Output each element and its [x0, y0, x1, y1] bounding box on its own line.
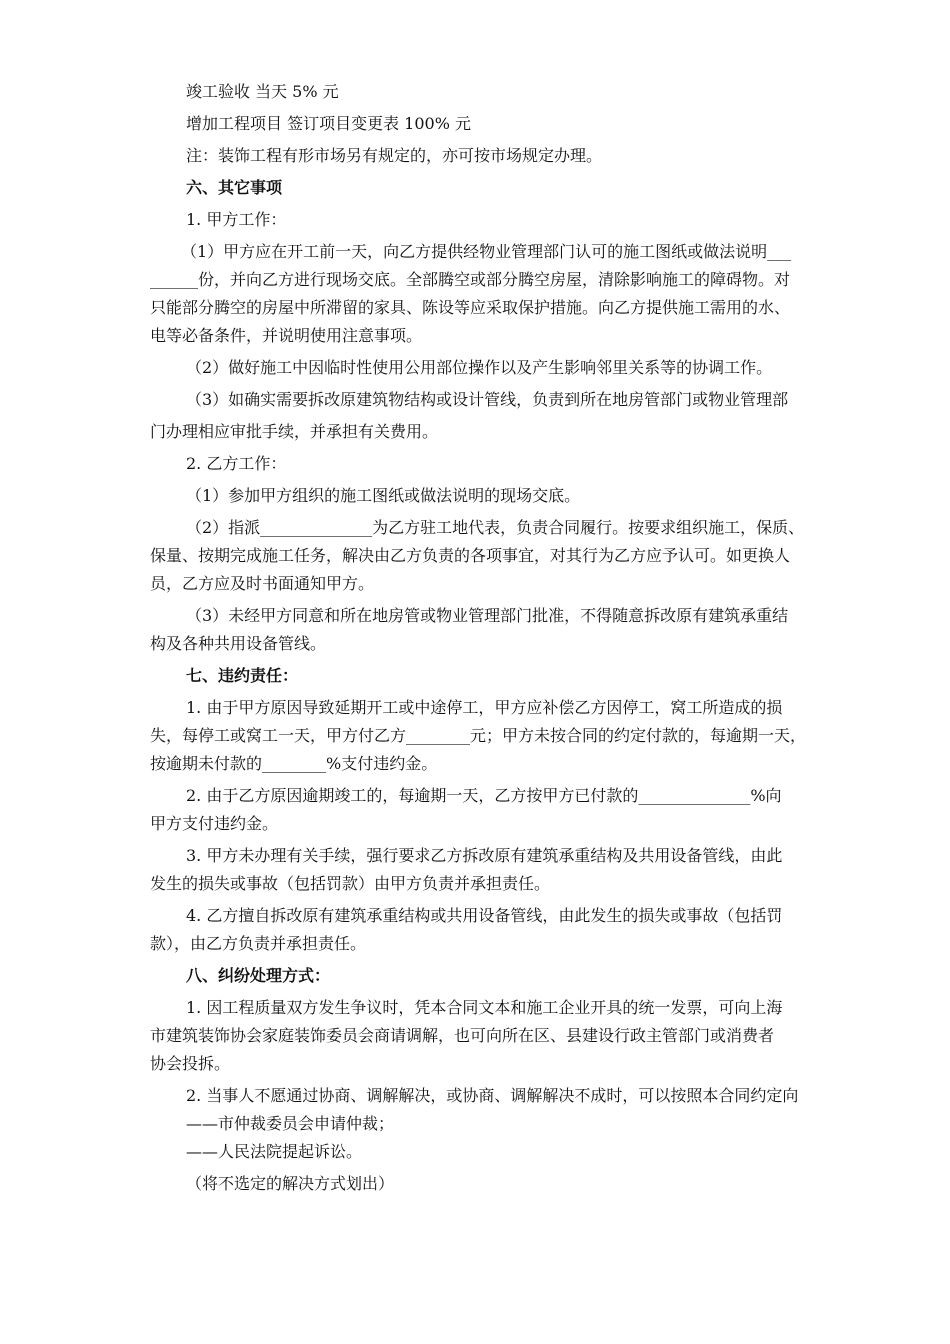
paragraph-line: ——人民法院提起诉讼。: [186, 1142, 363, 1161]
paragraph-line: （将不选定的解决方式划出）: [186, 1174, 395, 1193]
subheading-party-b: 2. 乙方工作：: [186, 454, 287, 473]
paragraph-line: 2. 当事人不愿通过协商、调解解决，或协商、调解解决不成时，可以按照本合同约定向: [186, 1086, 799, 1105]
paragraph-line: 只能部分腾空的房屋中所滞留的家具、陈设等应采取保护措施。向乙方提供施工需用的水、: [150, 298, 791, 317]
paragraph-line: 按逾期未付款的________%支付违约金。: [150, 754, 438, 773]
paragraph-line: 1. 由于甲方原因导致延期开工或中途停工，甲方应补偿乙方因停工，窝工所造成的损: [186, 698, 783, 717]
paragraph-line: 电等必备条件，并说明使用注意事项。: [150, 326, 423, 345]
paragraph-line: （3）未经甲方同意和所在地房管或物业管理部门批准，不得随意拆改原有建筑承重结: [186, 606, 789, 625]
paragraph-line: 保量、按期完成施工任务，解决由乙方负责的各项事宜，对其行为乙方应予认可。如更换人: [150, 546, 791, 565]
paragraph-line: 发生的损失或事故（包括罚款）由甲方负责并承担责任。: [150, 874, 551, 893]
paragraph-line: 3. 甲方未办理有关手续，强行要求乙方拆改原有建筑承重结构及共用设备管线，由此: [186, 846, 783, 865]
paragraph-line: （1）参加甲方组织的施工图纸或做法说明的现场交底。: [186, 486, 581, 505]
para-added-items: 增加工程项目 签订项目变更表 100% 元: [186, 114, 472, 133]
paragraph-line: 款），由乙方负责并承担责任。: [150, 934, 367, 953]
paragraph-line: ——市仲裁委员会申请仲裁；: [186, 1114, 395, 1133]
subheading-party-a: 1. 甲方工作：: [186, 210, 287, 229]
paragraph-line: ______份，并向乙方进行现场交底。全部腾空或部分腾空房屋，清除影响施工的障碍物。对: [150, 270, 791, 289]
paragraph-line: （1）甲方应在开工前一天，向乙方提供经物业管理部门认可的施工图纸或做法说明___: [181, 242, 792, 261]
paragraph-line: 门办理相应审批手续，并承担有关费用。: [150, 422, 439, 441]
paragraph-line: 1. 因工程质量双方发生争议时，凭本合同文本和施工企业开具的统一发票，可向上海: [186, 998, 783, 1017]
section-heading-7: 七、违约责任：: [186, 666, 299, 685]
paragraph-line: 构及各种共用设备管线。: [150, 634, 327, 653]
paragraph-line: 失，每停工或窝工一天，甲方付乙方________元；甲方未按合同的约定付款的，每逾期一天，: [150, 726, 807, 745]
paragraph-line: （3）如确实需要拆改原建筑物结构或设计管线，负责到所在地房管部门或物业管理部: [186, 390, 789, 409]
para-note: 注：装饰工程有形市场另有规定的，亦可按市场规定办理。: [186, 146, 603, 165]
paragraph-line: 协会投拆。: [150, 1054, 231, 1073]
paragraph-line: 员，乙方应及时书面通知甲方。: [150, 574, 375, 593]
section-heading-8: 八、纠纷处理方式：: [186, 966, 331, 985]
paragraph-line: 市建筑装饰协会家庭装饰委员会商请调解，也可向所在区、县建设行政主管部门或消费者: [150, 1026, 775, 1045]
paragraph-line: （2）指派______________为乙方驻工地代表，负责合同履行。按要求组织施工，保质、: [186, 518, 805, 537]
paragraph-line: 甲方支付违约金。: [150, 814, 279, 833]
paragraph-line: （2）做好施工中因临时性使用公用部位操作以及产生影响邻里关系等的协调工作。: [186, 358, 773, 377]
paragraph-line: 4. 乙方擅自拆改原有建筑承重结构或共用设备管线，由此发生的损失或事故（包括罚: [186, 906, 783, 925]
paragraph-line: 2. 由于乙方原因逾期竣工的，每逾期一天，乙方按甲方已付款的______________%向: [186, 786, 782, 805]
section-heading-6: 六、其它事项: [186, 178, 283, 197]
para-completion-acceptance: 竣工验收 当天 5% 元: [186, 82, 339, 101]
